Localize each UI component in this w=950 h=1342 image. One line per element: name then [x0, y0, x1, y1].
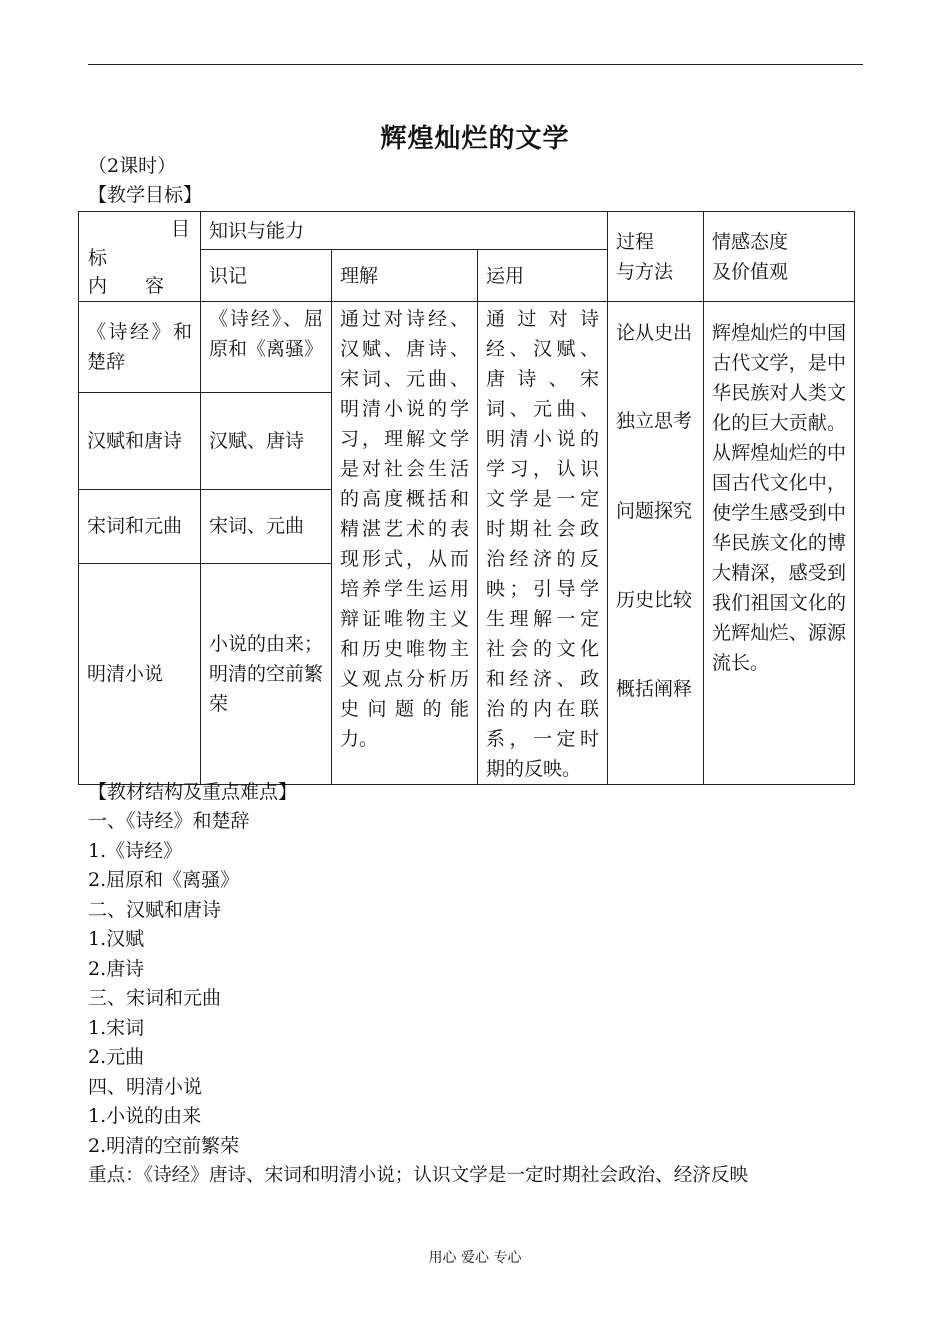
page-title: 辉煌灿烂的文学: [380, 124, 570, 154]
corner-label-content: 内 容: [88, 275, 165, 297]
outline-item: 1.宋词: [88, 1017, 145, 1039]
header-process: 过程 与方法: [608, 212, 704, 302]
page-footer: 用心 爱心 专心: [428, 1250, 522, 1266]
topic-cell: 《诗经》和楚辞: [79, 302, 201, 393]
header-recall: 识记: [201, 250, 332, 302]
outline-item: 三、宋词和元曲: [88, 987, 222, 1009]
corner-label-goal: 目: [170, 218, 190, 240]
method-item: 论从史出: [616, 322, 693, 344]
key-points: 重点：《诗经》唐诗、宋词和明清小说；认识文学是一定时期社会政治、经济反映: [88, 1165, 749, 1186]
outline-item: 2.明清的空前繁荣: [88, 1135, 240, 1157]
outline-item: 1.《诗经》: [88, 840, 183, 862]
recall-cell: 汉赋、唐诗: [201, 393, 332, 489]
method-item: 问题探究: [616, 500, 693, 522]
teaching-goals-table: [78, 211, 855, 785]
topic-cell: 明清小说: [79, 563, 201, 784]
method-item: 历史比较: [616, 589, 693, 611]
structure-heading: 【教材结构及重点难点】: [88, 781, 298, 803]
outline-item: 1.汉赋: [88, 928, 145, 950]
method-item: 独立思考: [616, 410, 693, 432]
topic-cell: 宋词和元曲: [79, 489, 201, 563]
outline-item: 2.唐诗: [88, 958, 145, 980]
outline-item: 2.元曲: [88, 1046, 145, 1068]
emotion-cell: 辉煌灿烂的中国古代文学，是中华民族对人类文化的巨大贡献。从辉煌灿烂的中国古代文化中，使学生感受到中华民族文化的博大精深，感受到我们祖国文化的光辉灿烂、源源流长。: [704, 302, 855, 785]
recall-cell: 《诗经》、屈原和《离骚》: [201, 302, 332, 393]
outline-item: 一、《诗经》和楚辞: [88, 810, 250, 832]
apply-cell: 通过对诗经、汉赋、唐诗、宋词、元曲、明清小说的学习，认识文学是一定时期社会政治经济的反映；引导学生理解一定社会的文化和经济、政治的内在联系，一定时期的反映。: [478, 302, 608, 785]
corner-header-cell: [79, 212, 201, 302]
methods-cell: [608, 302, 704, 785]
lesson-hours: （2课时）: [88, 155, 177, 177]
goals-heading: 【教学目标】: [88, 184, 203, 206]
outline-item: 1.小说的由来: [88, 1105, 202, 1127]
header-emotion: 情感态度 及价值观: [704, 212, 855, 302]
corner-label-mark: 标: [88, 247, 108, 269]
recall-cell: 宋词、元曲: [201, 489, 332, 563]
header-understand: 理解: [332, 250, 478, 302]
header-rule: [88, 64, 863, 65]
understand-cell: 通过对诗经、汉赋、唐诗、宋词、元曲、明清小说的学习，理解文学是对社会生活的高度概括和精湛艺术的表现形式，从而培养学生运用辩证唯物主义和历史唯物主义观点分析历史问题的能力。: [332, 302, 478, 785]
recall-cell: 小说的由来；明清的空前繁荣: [201, 563, 332, 784]
outline-item: 2.屈原和《离骚》: [88, 869, 240, 891]
header-apply: 运用: [478, 250, 608, 302]
outline-item: 二、汉赋和唐诗: [88, 899, 222, 921]
outline-item: 四、明清小说: [88, 1076, 203, 1098]
header-knowledge: 知识与能力: [201, 212, 608, 250]
topic-cell: 汉赋和唐诗: [79, 393, 201, 489]
method-item: 概括阐释: [616, 678, 693, 700]
